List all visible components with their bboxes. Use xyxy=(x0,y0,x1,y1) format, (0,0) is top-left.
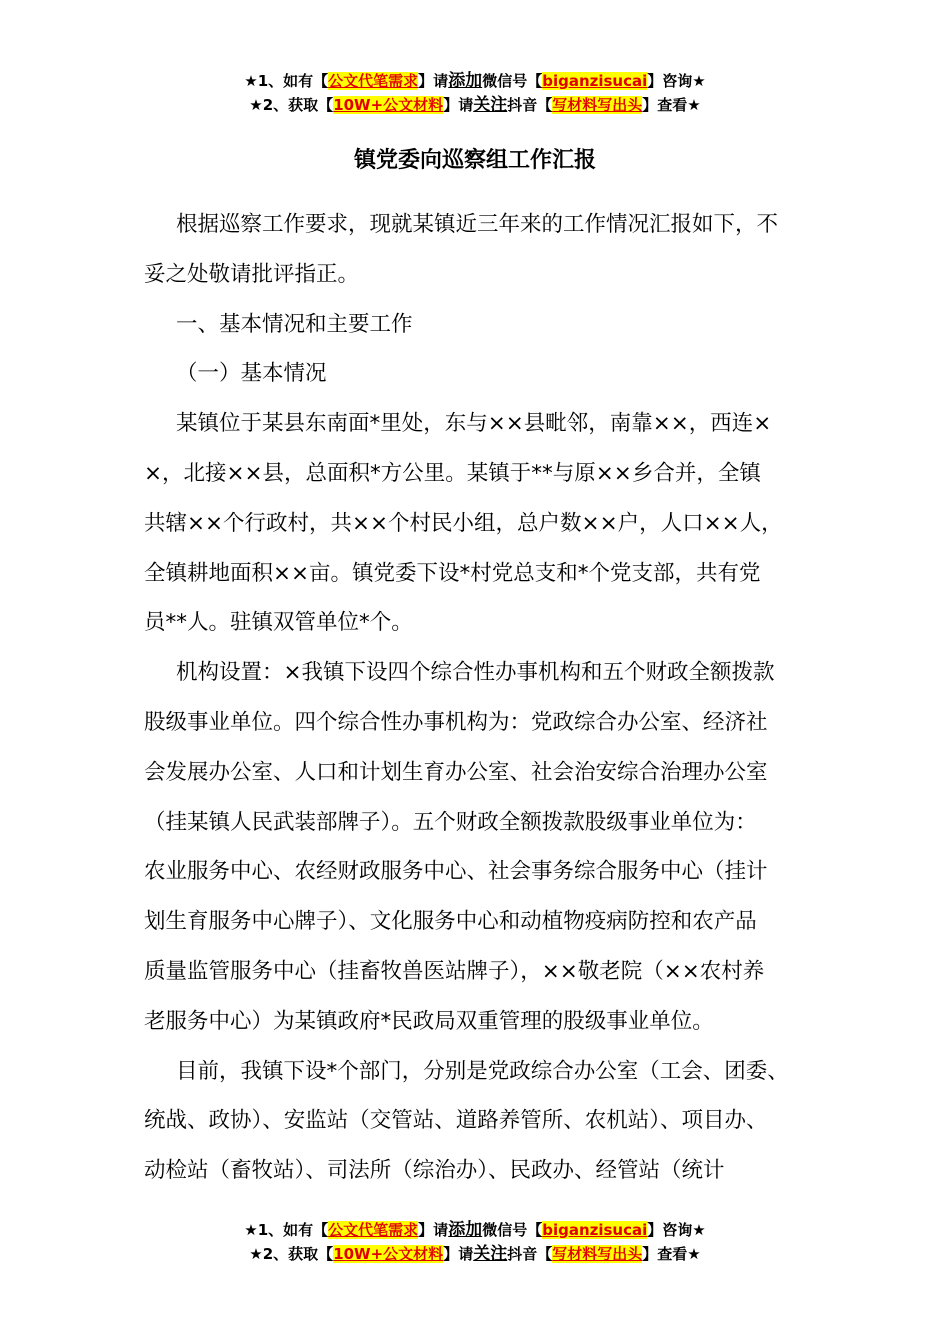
text-line: 一、基本情况和主要工作 xyxy=(176,311,413,337)
promo-text: 】请 xyxy=(443,96,474,114)
promo-text: 】请 xyxy=(418,1221,449,1239)
promo-highlight: 10W+公文材料 xyxy=(333,1245,444,1263)
text-line: （挂某镇人民武装部牌子）。五个财政全额拨款股级事业单位为： xyxy=(144,809,757,835)
promo-wechat-id: biganzisucai xyxy=(542,1221,648,1239)
promo-text: ★2、获取【 xyxy=(249,1245,334,1263)
text-line: 某镇位于某县东南面*里处，东与××县毗邻，南靠××，西连× xyxy=(176,411,772,437)
text-line: 全镇耕地面积××亩。镇党委下设*村党总支和*个党支部，共有党 xyxy=(144,560,761,586)
text-line: 员**人。驻镇双管单位*个。 xyxy=(144,610,413,636)
promo-text: 】咨询★ xyxy=(647,1221,706,1239)
text-line: 共辖××个行政村，共××个村民小组，总户数××户，人口××人， xyxy=(144,510,783,536)
promo-text: 】请 xyxy=(443,1245,474,1263)
promo-text: ★1、如有【 xyxy=(244,1221,329,1239)
promo-douyin-id: 写材料写出头 xyxy=(552,1245,643,1263)
text-line: 动检站（畜牧站）、司法所（综治办）、民政办、经管站（统计 xyxy=(144,1158,725,1184)
promo-banner-bottom-line-2 xyxy=(0,1242,950,1266)
promo-douyin-id: 写材料写出头 xyxy=(552,96,643,114)
promo-text: 微信号【 xyxy=(482,1221,543,1239)
promo-text: ★2、获取【 xyxy=(249,96,334,114)
promo-emphasis: 关注 xyxy=(473,95,508,115)
document-body xyxy=(144,200,824,1196)
promo-text: 抖音【 xyxy=(507,1245,553,1263)
text-line: 农业服务中心、农经财政服务中心、社会事务综合服务中心（挂计 xyxy=(144,859,768,885)
text-line: 股级事业单位。四个综合性办事机构为：党政综合办公室、经济社 xyxy=(144,709,768,735)
promo-banner-bottom-line-1 xyxy=(0,1218,950,1242)
promo-wechat-id: biganzisucai xyxy=(542,72,648,90)
promo-banner-top-line-2 xyxy=(0,93,950,117)
text-line: 会发展办公室、人口和计划生育办公室、社会治安综合治理办公室 xyxy=(144,759,768,785)
text-line: 根据巡察工作要求，现就某镇近三年来的工作情况汇报如下，不 xyxy=(176,212,779,237)
promo-text: 抖音【 xyxy=(507,96,553,114)
promo-emphasis: 添加 xyxy=(448,1220,483,1240)
text-line: 机构设置：×我镇下设四个综合性办事机构和五个财政全额拨款 xyxy=(176,660,775,686)
promo-text: 】查看★ xyxy=(642,96,701,114)
promo-highlight: 10W+公文材料 xyxy=(333,96,444,114)
text-line: 老服务中心）为某镇政府*民政局双重管理的股级事业单位。 xyxy=(144,1008,714,1034)
promo-highlight: 公文代笔需求 xyxy=(328,72,419,90)
text-line: 划生育服务中心牌子）、文化服务中心和动植物疫病防控和农产品 xyxy=(144,909,757,935)
text-line: 妥之处敬请批评指正。 xyxy=(144,261,360,287)
promo-emphasis: 添加 xyxy=(448,71,483,91)
document-title: 镇党委向巡察组工作汇报 xyxy=(353,148,596,173)
text-line: 质量监管服务中心（挂畜牧兽医站牌子），××敬老院（××农村养 xyxy=(144,958,765,984)
text-line: 统战、政协）、安监站（交管站、道路养管所、农机站）、项目办、 xyxy=(144,1108,768,1134)
text-line: （一）基本情况 xyxy=(176,361,327,387)
promo-text: ★1、如有【 xyxy=(244,72,329,90)
promo-banner-top-line-1 xyxy=(0,69,950,93)
promo-text: 】查看★ xyxy=(642,1245,701,1263)
promo-text: 微信号【 xyxy=(482,72,543,90)
promo-emphasis: 关注 xyxy=(473,1244,508,1264)
promo-text: 】请 xyxy=(418,72,449,90)
text-line: ×，北接××县，总面积*方公里。某镇于**与原××乡合并，全镇 xyxy=(144,460,761,486)
promo-text: 】咨询★ xyxy=(647,72,706,90)
text-line: 目前，我镇下设*个部门，分别是党政综合办公室（工会、团委、 xyxy=(176,1058,789,1084)
promo-highlight: 公文代笔需求 xyxy=(328,1221,419,1239)
